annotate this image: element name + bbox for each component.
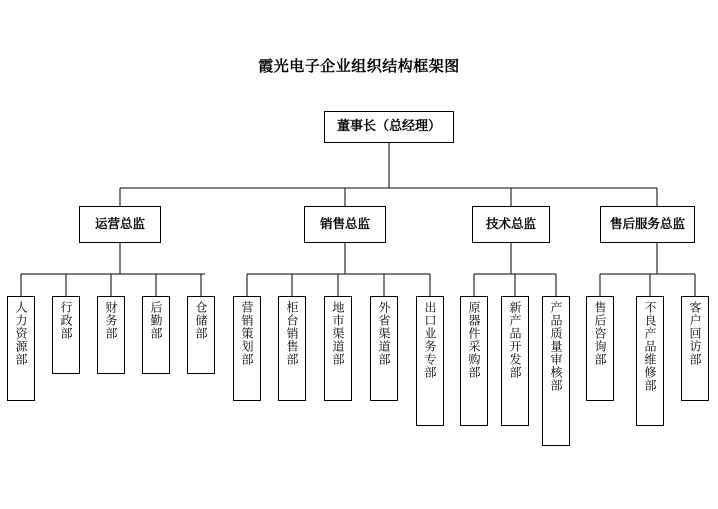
page-title: 霞光电子企业组织结构框架图 bbox=[258, 57, 460, 75]
node-finance-dept[interactable] bbox=[97, 296, 125, 374]
node-label: 不良产品维修部 bbox=[643, 301, 657, 392]
node-label: 后勤部 bbox=[149, 301, 163, 340]
node-counter-sales-dept[interactable] bbox=[278, 296, 306, 401]
node-label: 运营总监 bbox=[94, 216, 145, 232]
node-product-quality-audit-dept[interactable] bbox=[542, 296, 570, 446]
node-label: 柜台销售部 bbox=[285, 301, 299, 366]
node-label: 外省渠道部 bbox=[377, 301, 391, 366]
node-customer-callback-dept[interactable] bbox=[681, 296, 709, 401]
node-label: 地市渠道部 bbox=[331, 301, 345, 366]
node-label: 新产品开发部 bbox=[508, 301, 522, 379]
node-label: 客户回访部 bbox=[688, 301, 702, 366]
node-sales-director[interactable] bbox=[304, 206, 386, 243]
node-label: 产品质量审核部 bbox=[549, 301, 563, 392]
node-export-business-dept[interactable] bbox=[416, 296, 444, 426]
node-technology-director[interactable] bbox=[472, 206, 550, 243]
node-marketing-planning-dept[interactable] bbox=[233, 296, 261, 401]
node-label: 原器件采购部 bbox=[467, 301, 481, 379]
node-label: 售后服务总监 bbox=[609, 216, 685, 232]
node-after-sales-consulting-dept[interactable] bbox=[586, 296, 614, 401]
node-label: 出口业务专部 bbox=[423, 301, 437, 379]
node-operations-director[interactable] bbox=[79, 206, 161, 243]
node-label: 售后咨询部 bbox=[593, 301, 607, 366]
node-local-channel-dept[interactable] bbox=[324, 296, 352, 401]
node-logistics-dept[interactable] bbox=[142, 296, 170, 374]
node-out-of-province-channel-dept[interactable] bbox=[370, 296, 398, 401]
node-warehouse-dept[interactable] bbox=[187, 296, 215, 374]
node-new-product-development-dept[interactable] bbox=[501, 296, 529, 426]
node-human-resources-dept[interactable] bbox=[7, 296, 35, 401]
node-label: 营销策划部 bbox=[240, 301, 254, 366]
node-after-sales-director[interactable] bbox=[600, 206, 695, 243]
node-label: 仓储部 bbox=[194, 301, 208, 340]
node-label: 销售总监 bbox=[319, 216, 370, 232]
node-administration-dept[interactable] bbox=[52, 296, 80, 374]
node-label: 财务部 bbox=[104, 301, 118, 340]
node-label: 行政部 bbox=[59, 301, 73, 340]
node-component-purchasing-dept[interactable] bbox=[460, 296, 488, 426]
node-label: 人力资源部 bbox=[14, 301, 28, 366]
node-defective-product-repair-dept[interactable] bbox=[636, 296, 664, 426]
node-label: 技术总监 bbox=[485, 216, 536, 232]
node-chairman[interactable] bbox=[324, 111, 454, 143]
node-label: 董事长（总经理） bbox=[336, 118, 441, 134]
